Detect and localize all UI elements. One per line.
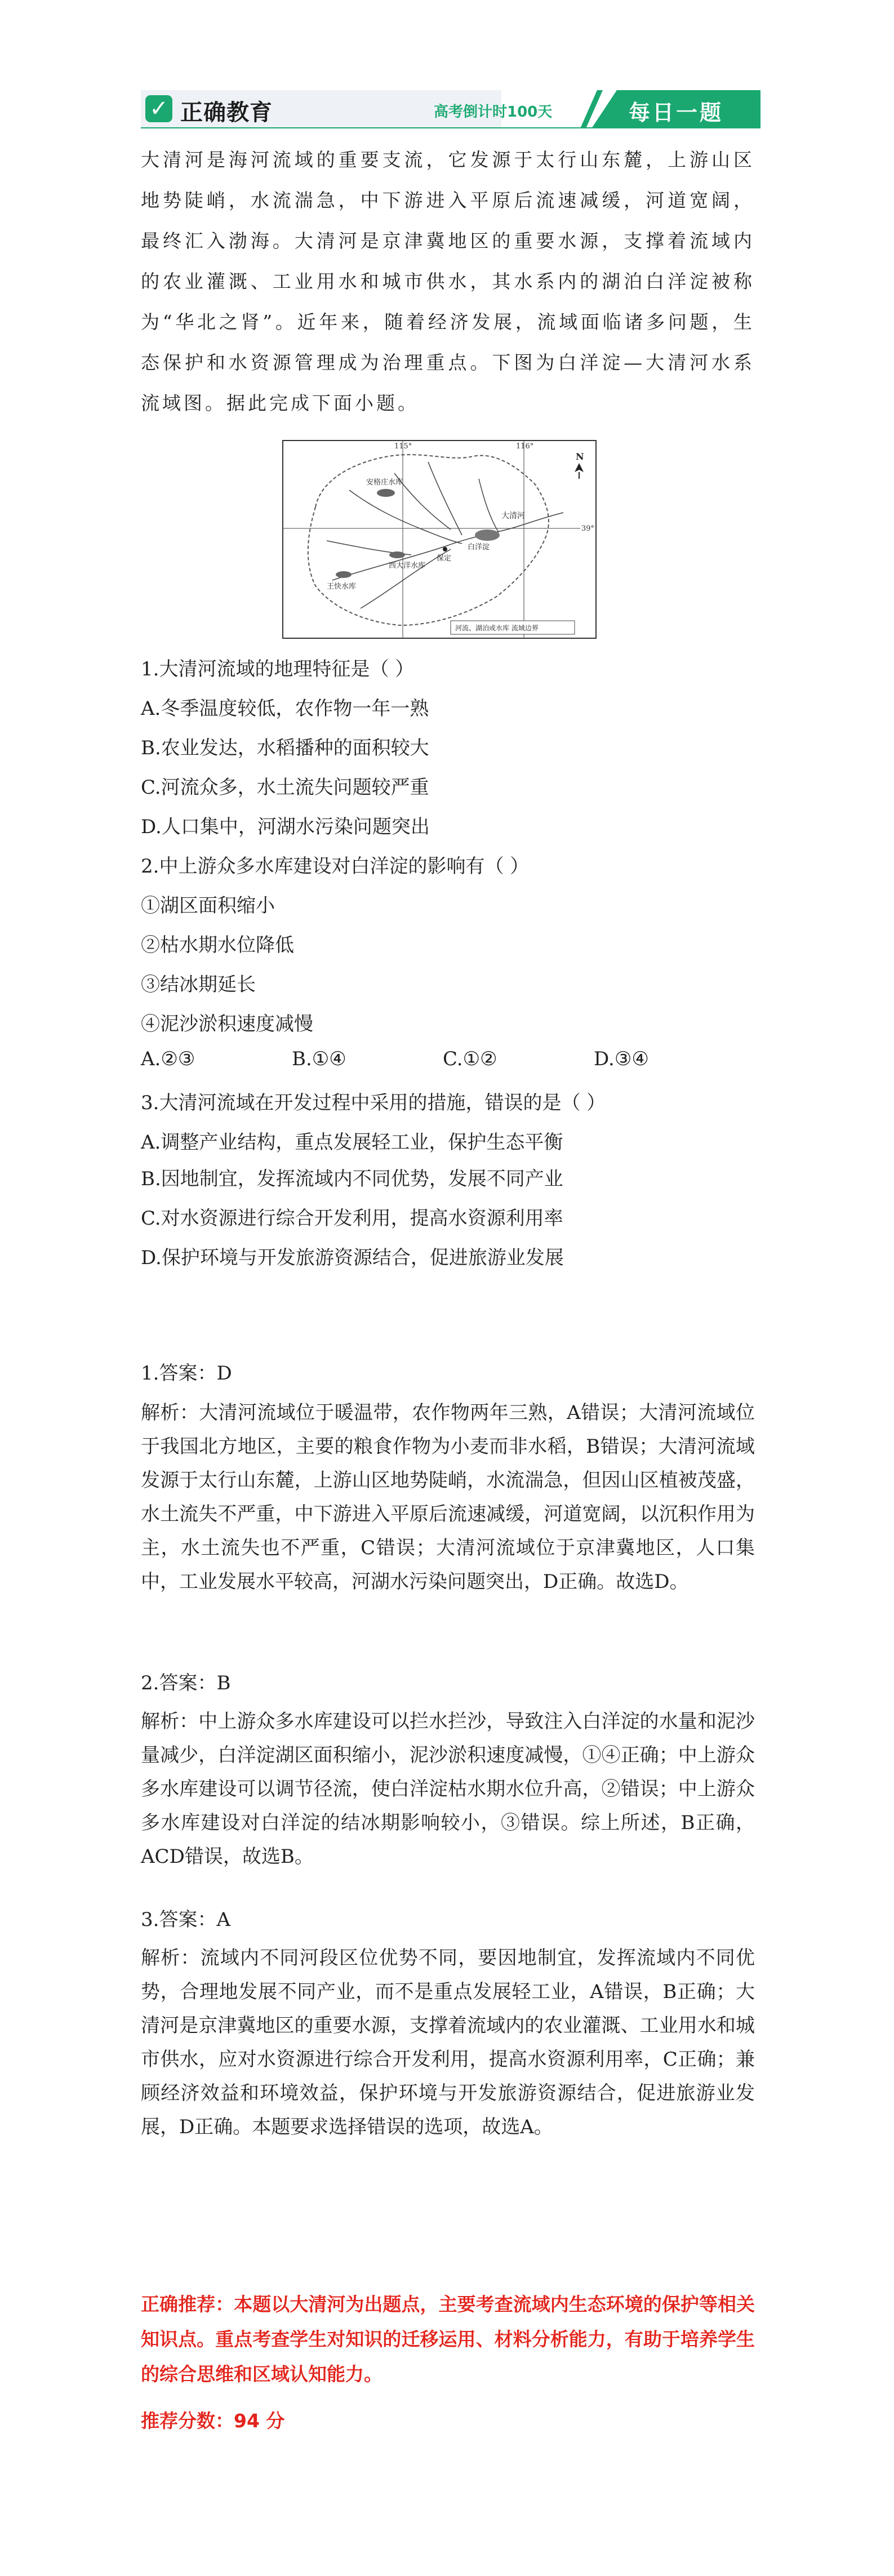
reservoir-angezhuang	[377, 489, 395, 497]
banner-divider	[141, 127, 760, 128]
question-3-option-b: B.因地制宜，发挥流域内不同优势，发展不同产业	[141, 1168, 563, 1190]
lat-label-39: 39°	[581, 524, 595, 533]
brand-block	[141, 90, 553, 128]
question-2-option-c: C.①②	[443, 1048, 497, 1070]
question-3-option-d: D.保护环境与开发旅游资源结合，促进旅游业发展	[141, 1247, 564, 1269]
reservoir-xidayang	[389, 551, 405, 558]
map-label-baoding: 保定	[437, 554, 452, 563]
question-1-option-b: B.农业发达，水稻播种的面积较大	[141, 737, 429, 759]
answer-2-analysis: 解析：中上游众多水库建设可以拦水拦沙，导致注入白洋淀的水量和泥沙量减少，白洋淀湖区面积缩小，泥沙淤积速度减慢，①④正确；中上游众多水库建设可以调节径流，使白洋淀枯水期水位升高，②错误；中上游众多水库建设对白洋淀的结冰期影响较小，③错误。综上所述，B正确，ACD错误，故选B。	[141, 1710, 755, 1868]
map-legend: 河流、湖泊或水库 流域边界	[455, 624, 539, 632]
recommendation-text: 正确推荐：本题以大清河为出题点，主要考查流域内生态环境的保护等相关知识点。重点考查学生对知识的迁移运用、材料分析能力，有助于培养学生的综合思维和区域认知能力。	[141, 2293, 755, 2385]
map-label-daqinghe: 大清河	[501, 511, 525, 520]
header-banner	[141, 90, 760, 128]
question-2-options	[141, 1048, 755, 1073]
lon-label-115: 115°	[394, 442, 412, 451]
map-label-angezhuang: 安格庄水库	[366, 478, 403, 487]
daily-label: 每日一题	[628, 100, 723, 125]
lon-label-116: 116°	[516, 442, 534, 451]
question-2-statement-3: ③结冰期延长	[141, 973, 256, 996]
question-2-option-b: B.①④	[292, 1048, 346, 1070]
answer-1-analysis: 解析：大清河流域位于暖温带，农作物两年三熟，A错误；大清河流域位于我国北方地区，主要的粮食作物为小麦而非水稻，B错误；大清河流域发源于太行山东麓，上游山区地势陡峭，水流湍急，但因山区植被茂盛，水土流失不严重，中下游进入平原后流速减缓，河道宽阔，以沉积作用为主，水土流失也不严重，C错误；大清河流域位于京津冀地区，人口集中，工业发展水平较高，河湖水污染问题突出，D正确。故选D。	[141, 1402, 755, 1593]
question-3-option-a: A.调整产业结构，重点发展轻工业，保护生态平衡	[141, 1131, 563, 1154]
check-icon: ✓	[145, 95, 172, 122]
question-1-option-d: D.人口集中，河湖水污染问题突出	[141, 816, 430, 838]
question-2-statement-2: ②枯水期水位降低	[141, 934, 294, 956]
answer-3-analysis: 解析：流域内不同河段区位优势不同，要因地制宜，发挥流域内不同优势，合理地发展不同产业，而不是重点发展轻工业，A错误，B正确；大清河是京津冀地区的重要水源，支撑着流域内的农业灌溉、工业用水和城市供水，应对水资源进行综合开发利用，提高水资源利用率，C正确；兼顾经济效益和环境效益，保护环境与开发旅游资源结合，促进旅游业发展，D正确。本题要求选择错误的选项，故选A。	[141, 1947, 755, 2138]
brand-name: 正确教育	[180, 100, 273, 126]
recommend-score: 推荐分数：94 分	[141, 2410, 285, 2432]
question-3-option-c: C.对水资源进行综合开发利用，提高水资源利用率	[141, 1207, 563, 1230]
question-2-statement-1: ①湖区面积缩小	[141, 895, 275, 917]
answer-3-head: 3.答案：A	[141, 1908, 230, 1931]
city-baoding	[443, 547, 447, 551]
countdown-text: 高考倒计时100天	[434, 104, 553, 121]
question-2-option-d: D.③④	[594, 1048, 649, 1070]
question-2-statement-4: ④泥沙淤积速度减慢	[141, 1013, 313, 1035]
intro-paragraph: 大清河是海河流域的重要支流，它发源于太行山东麓，上游山区地势陡峭，水流湍急，中下游进入平原后流速减缓，河道宽阔，最终汇入渤海。大清河是京津冀地区的重要水源，支撑着流域内的农业灌溉、工业用水和城市供水，其水系内的湖泊白洋淀被称为“华北之肾”。近年来，随着经济发展，流域面临诸多问题，生态保护和水资源管理成为治理重点。下图为白洋淀—大清河水系流域图。据此完成下面小题。	[141, 149, 755, 414]
map-label-xidayang: 西大洋水库	[389, 562, 426, 570]
reservoir-wangkuai	[336, 571, 352, 578]
answer-1-head: 1.答案：D	[141, 1362, 232, 1385]
lake-baiyangdian	[475, 530, 500, 541]
map-label-baiyangdian: 白洋淀	[468, 543, 490, 551]
question-2-option-a: A.②③	[141, 1048, 195, 1070]
question-1-option-a: A.冬季温度较低，农作物一年一熟	[141, 697, 429, 720]
basin-map	[282, 439, 597, 639]
answer-2-head: 2.答案：B	[141, 1672, 231, 1694]
map-label-wangkuai: 王快水库	[327, 582, 357, 591]
question-2-stem: 2.中上游众多水库建设对白洋淀的影响有（ ）	[141, 855, 530, 878]
north-label: N	[576, 451, 584, 462]
question-1-option-c: C.河流众多，水土流失问题较严重	[141, 776, 429, 799]
question-1-stem: 1.大清河流域的地理特征是（ ）	[141, 658, 415, 680]
question-3-stem: 3.大清河流域在开发过程中采用的措施，错误的是（ ）	[141, 1092, 606, 1114]
